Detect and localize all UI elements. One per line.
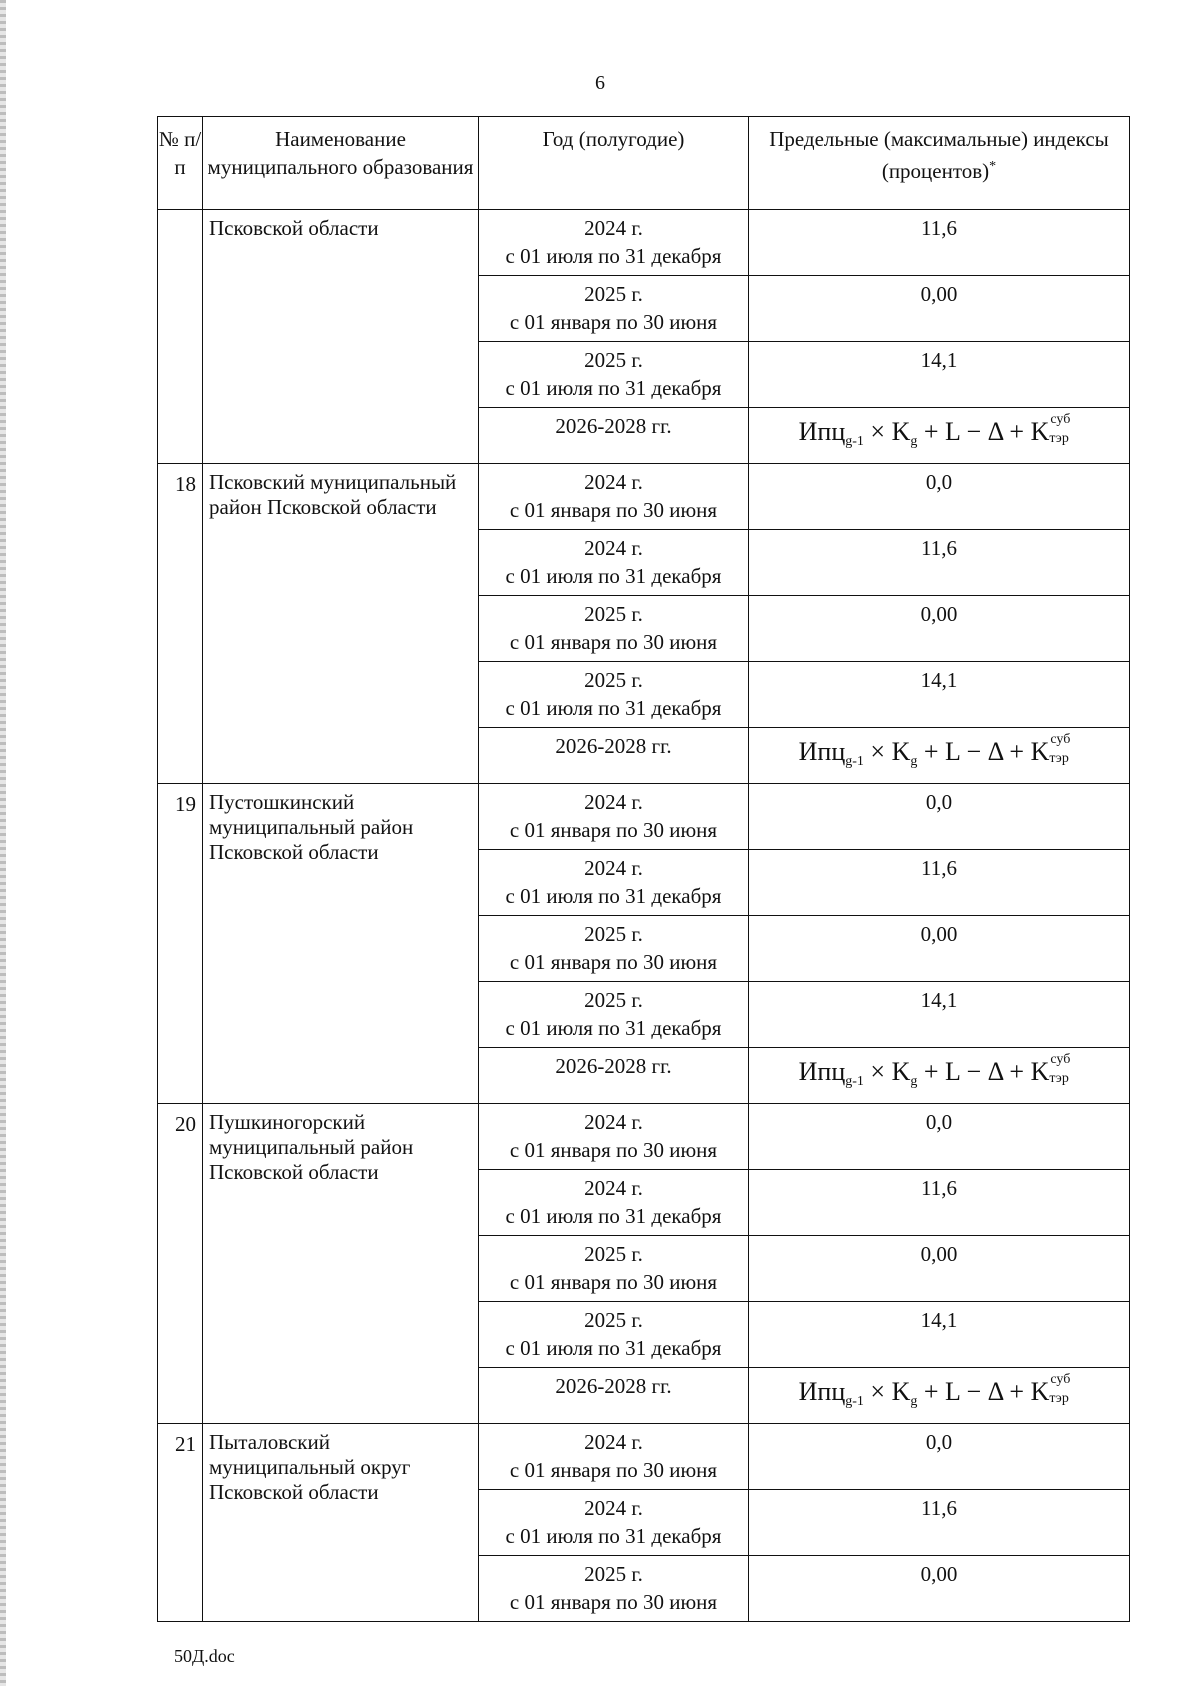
formula-k2-scripts [1049, 732, 1079, 767]
period-year: 2024 г. [584, 856, 643, 880]
period-year: 2024 г. [584, 216, 643, 240]
formula-k2-sub: тэр [1049, 431, 1069, 447]
index-value: 14,1 [920, 1308, 958, 1332]
scan-edge [0, 0, 6, 1686]
formula-k2-sub: тэр [1049, 1391, 1069, 1407]
period-year: 2026-2028 гг. [555, 1054, 672, 1078]
formula-k: K [891, 417, 911, 446]
period-cell [479, 1556, 749, 1622]
period-cell [479, 530, 749, 596]
formula-times: × [870, 417, 886, 446]
formula-base: Ипц [798, 737, 846, 766]
index-value-cell [749, 1556, 1130, 1622]
index-value: 0,00 [920, 1562, 958, 1586]
period-year: 2024 г. [584, 1176, 643, 1200]
formula-k2-sup: суб [1050, 1052, 1071, 1068]
index-value-cell [749, 784, 1130, 850]
period-cell [479, 276, 749, 342]
period-year: 2024 г. [584, 470, 643, 494]
index-value-cell [749, 850, 1130, 916]
index-formula [798, 1372, 1080, 1416]
index-value: 14,1 [920, 988, 958, 1012]
period-cell [479, 1048, 749, 1104]
formula-base: Ипц [798, 1057, 846, 1086]
header-period: Год (полугодие) [479, 117, 749, 210]
formula-k2-scripts [1049, 1052, 1079, 1087]
header-num: № п/п [158, 117, 203, 210]
period-cell [479, 982, 749, 1048]
index-value-cell [749, 1104, 1130, 1170]
period-cell [479, 1490, 749, 1556]
period-year: 2025 г. [584, 348, 643, 372]
period-year: 2024 г. [584, 536, 643, 560]
file-name-footer: 50Д.doc [174, 1646, 235, 1666]
period-cell [479, 408, 749, 464]
period-year: 2026-2028 гг. [555, 1374, 672, 1398]
formula-rest: + L − Δ + K [923, 1057, 1050, 1086]
formula-k2-sup: суб [1050, 412, 1071, 428]
period-cell [479, 784, 749, 850]
municipality-name: Псковской области [203, 210, 479, 464]
period-cell [479, 210, 749, 276]
index-value: 11,6 [921, 856, 957, 880]
index-value-cell [749, 276, 1130, 342]
formula-k-sub: g [910, 434, 918, 449]
index-value: 0,0 [925, 1110, 953, 1134]
period-cell [479, 1424, 749, 1490]
period-year: 2025 г. [584, 668, 643, 692]
index-value-cell [749, 662, 1130, 728]
index-value-cell [749, 530, 1130, 596]
formula-k2-sup: суб [1050, 732, 1071, 748]
period-cell [479, 1104, 749, 1170]
period-range: с 01 января по 30 июня [509, 498, 718, 522]
period-cell [479, 662, 749, 728]
formula-k2-sub: тэр [1049, 1071, 1069, 1087]
table-row [158, 784, 1130, 850]
formula-k2-sup: суб [1050, 1372, 1071, 1388]
period-year: 2025 г. [584, 1242, 643, 1266]
formula-k2-sub: тэр [1049, 751, 1069, 767]
formula-rest: + L − Δ + K [923, 417, 1050, 446]
period-range: с 01 января по 30 июня [509, 1458, 718, 1482]
period-cell [479, 596, 749, 662]
index-value-cell [749, 408, 1130, 464]
formula-k: K [891, 1057, 911, 1086]
period-cell [479, 850, 749, 916]
index-value-cell [749, 464, 1130, 530]
municipality-name: Пушкиногорский муниципальный район Псковской области [203, 1104, 479, 1424]
index-value: 11,6 [921, 1176, 957, 1200]
period-year: 2025 г. [584, 1562, 643, 1586]
period-range: с 01 июля по 31 декабря [505, 1336, 722, 1360]
index-value-cell [749, 342, 1130, 408]
period-year: 2024 г. [584, 1430, 643, 1454]
period-year: 2025 г. [584, 1308, 643, 1332]
period-range: с 01 июля по 31 декабря [505, 244, 722, 268]
index-value: 14,1 [920, 668, 958, 692]
index-formula [798, 412, 1080, 456]
index-value: 11,6 [921, 536, 957, 560]
table-row [158, 1424, 1130, 1490]
page-number: 6 [595, 72, 605, 94]
index-value-cell [749, 982, 1130, 1048]
period-year: 2025 г. [584, 988, 643, 1012]
index-value-cell [749, 728, 1130, 784]
formula-k2-scripts [1049, 412, 1079, 447]
table-row [158, 464, 1130, 530]
formula-base-sub: g-1 [845, 1074, 864, 1089]
period-range: с 01 января по 30 июня [509, 818, 718, 842]
period-year: 2024 г. [584, 1496, 643, 1520]
index-formula [798, 1052, 1080, 1096]
formula-k-sub: g [910, 754, 918, 769]
period-range: с 01 января по 30 июня [509, 1270, 718, 1294]
formula-k: K [891, 737, 911, 766]
period-year: 2025 г. [584, 282, 643, 306]
period-year: 2024 г. [584, 790, 643, 814]
municipality-name: Пыталовский муниципальный округ Псковской области [203, 1424, 479, 1622]
index-value: 0,00 [920, 602, 958, 626]
index-value-cell [749, 210, 1130, 276]
index-formula [798, 732, 1080, 776]
period-year: 2024 г. [584, 1110, 643, 1134]
period-range: с 01 января по 30 июня [509, 630, 718, 654]
index-value-cell [749, 916, 1130, 982]
period-range: с 01 июля по 31 декабря [505, 696, 722, 720]
formula-k-sub: g [910, 1074, 918, 1089]
index-value: 0,0 [925, 470, 953, 494]
index-value: 0,00 [920, 1242, 958, 1266]
formula-k-sub: g [910, 1394, 918, 1409]
index-value-cell [749, 1368, 1130, 1424]
period-cell [479, 1170, 749, 1236]
index-value: 11,6 [921, 1496, 957, 1520]
period-cell [479, 342, 749, 408]
table-header [158, 117, 1130, 210]
header-row [158, 117, 1130, 210]
footnote-mark: * [989, 159, 997, 174]
index-value: 0,0 [925, 1430, 953, 1454]
index-value: 0,0 [925, 790, 953, 814]
period-range: с 01 января по 30 июня [509, 1138, 718, 1162]
row-number: 19 [158, 784, 203, 1104]
index-value-cell [749, 1048, 1130, 1104]
formula-times: × [870, 737, 886, 766]
index-value: 0,00 [920, 282, 958, 306]
formula-times: × [870, 1057, 886, 1086]
index-value: 14,1 [920, 348, 958, 372]
index-value: 0,00 [920, 922, 958, 946]
period-year: 2026-2028 гг. [555, 734, 672, 758]
period-range: с 01 июля по 31 декабря [505, 1204, 722, 1228]
formula-base: Ипц [798, 417, 846, 446]
index-value-cell [749, 1490, 1130, 1556]
period-cell [479, 728, 749, 784]
period-year: 2025 г. [584, 922, 643, 946]
period-range: с 01 января по 30 июня [509, 1590, 718, 1614]
period-range: с 01 июля по 31 декабря [505, 564, 722, 588]
index-value-cell [749, 1236, 1130, 1302]
header-name: Наименование муниципального образования [203, 117, 479, 210]
formula-base-sub: g-1 [845, 754, 864, 769]
formula-k2-scripts [1049, 1372, 1079, 1407]
formula-base-sub: g-1 [845, 434, 864, 449]
table-row [158, 210, 1130, 276]
municipality-name: Пустошкинский муниципальный район Псковской области [203, 784, 479, 1104]
index-table [157, 116, 1130, 1622]
formula-base-sub: g-1 [845, 1394, 864, 1409]
period-range: с 01 июля по 31 декабря [505, 884, 722, 908]
municipality-name: Псковский муниципальный район Псковской области [203, 464, 479, 784]
period-range: с 01 июля по 31 декабря [505, 376, 722, 400]
period-cell [479, 1368, 749, 1424]
index-value-cell [749, 1170, 1130, 1236]
period-cell [479, 1302, 749, 1368]
period-cell [479, 1236, 749, 1302]
period-year: 2026-2028 гг. [555, 414, 672, 438]
row-number: 21 [158, 1424, 203, 1622]
period-cell [479, 916, 749, 982]
index-value: 11,6 [921, 216, 957, 240]
formula-k: K [891, 1377, 911, 1406]
index-value-cell [749, 1424, 1130, 1490]
period-range: с 01 июля по 31 декабря [505, 1016, 722, 1040]
period-range: с 01 июля по 31 декабря [505, 1524, 722, 1548]
index-value-cell [749, 1302, 1130, 1368]
index-value-cell [749, 596, 1130, 662]
header-index: Предельные (максимальные) индексы (процентов)* [749, 117, 1130, 210]
formula-base: Ипц [798, 1377, 846, 1406]
period-range: с 01 января по 30 июня [509, 310, 718, 334]
table-row [158, 1104, 1130, 1170]
formula-rest: + L − Δ + K [923, 1377, 1050, 1406]
row-number: 20 [158, 1104, 203, 1424]
period-range: с 01 января по 30 июня [509, 950, 718, 974]
table-body [158, 210, 1130, 1622]
formula-rest: + L − Δ + K [923, 737, 1050, 766]
period-year: 2025 г. [584, 602, 643, 626]
row-number: 18 [158, 464, 203, 784]
formula-times: × [870, 1377, 886, 1406]
period-cell [479, 464, 749, 530]
row-number [158, 210, 203, 464]
